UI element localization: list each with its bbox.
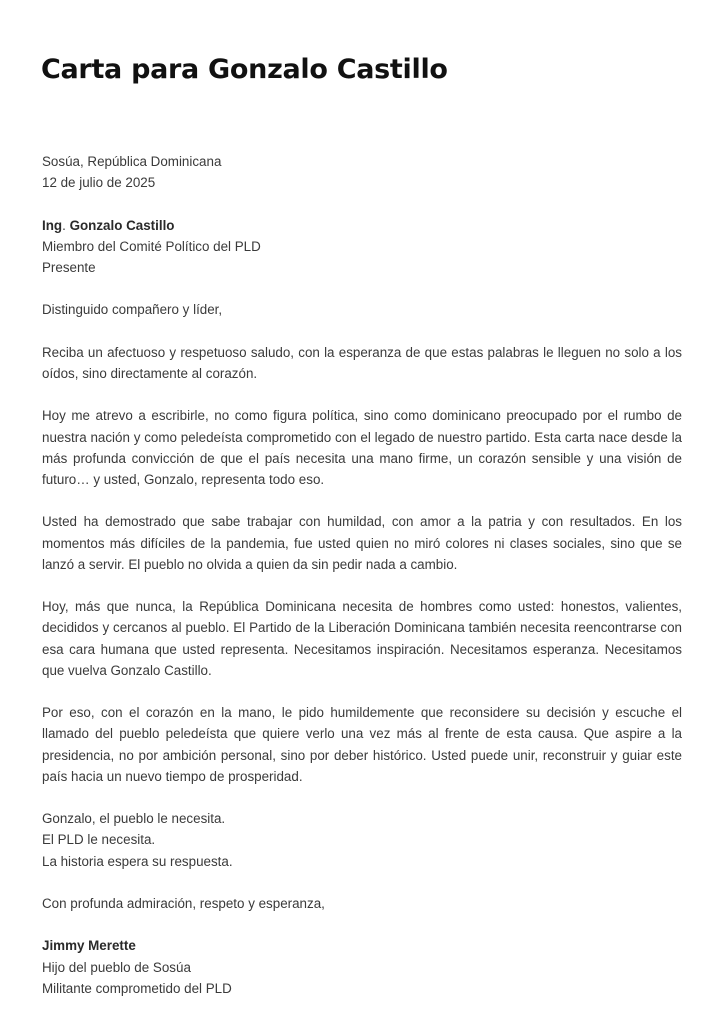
signature-line-2: Militante comprometido del PLD (42, 980, 232, 996)
letter-paragraph-1: Reciba un afectuoso y respetuoso saludo, con la esperanza de que estas palabras le lleguen no solo a los oídos, sino directamente al corazón. (42, 344, 682, 381)
signature-line-1: Hijo del pueblo de Sosúa (42, 959, 191, 975)
signature-name: Jimmy Merette (42, 938, 136, 954)
recipient-presence: Presente (42, 260, 96, 275)
recipient-name: Gonzalo Castillo (69, 217, 175, 233)
letter-location: Sosúa, República Dominicana (42, 154, 222, 169)
signature-name-line (42, 935, 682, 956)
closing-line-1: Gonzalo, el pueblo le necesita. (42, 811, 226, 827)
recipient-name-line (42, 215, 682, 236)
letter-paragraph-4: Hoy, más que nunca, la República Dominicana necesita de hombres como usted: honestos, valientes, decididos y cercanos al pueblo. El Partido de la Liberación Dominicana también necesita reencontrarse con esa cara humana que usted representa. Necesitamos inspiración. Necesitamos esperanza. Necesitamos que vuelva Gonzalo Castillo. (42, 599, 682, 678)
letter-paragraph-5: Por eso, con el corazón en la mano, le pido humildemente que reconsidere su decisión y escuche el llamado del pueblo peledeísta que quiere verlo una vez más al frente de esta causa. Que aspire a la presidencia, no por ambición personal, sino por deber histórico. Usted puede unir, reconstruir y guiar este país hacia un nuevo tiempo de prosperidad. (42, 705, 682, 784)
letter-body (42, 151, 682, 999)
letter-farewell: Con profunda admiración, respeto y esperanza, (42, 895, 325, 911)
closing-line-3: La historia espera su respuesta. (42, 853, 233, 869)
recipient-title-prefix: Ing (42, 217, 63, 233)
letter-paragraph-2: Hoy me atrevo a escribirle, no como figura política, sino como dominicano preocupado por el rumbo de nuestra nación y como peledeísta comprometido con el legado de nuestro partido. Esta carta nace desde la más profunda convicción de que el país necesita una mano firme, un corazón sensible y una visión de futuro… y usted, Gonzalo, representa todo eso. (42, 408, 682, 487)
closing-line-2: El PLD le necesita. (42, 832, 156, 848)
letter-date: 12 de julio de 2025 (42, 175, 156, 191)
letter-paragraph-3: Usted ha demostrado que sabe trabajar con humildad, con amor a la patria y con resultados. En los momentos más difíciles de la pandemia, fue usted quien no miró colores ni clases sociales, sino que se lanzó a servir. El pueblo no olvida a quien da sin pedir nada a cambio. (42, 514, 682, 572)
letter-title: Carta para Gonzalo Castillo (41, 54, 448, 85)
recipient-position: Miembro del Comité Político del PLD (42, 238, 261, 254)
recipient-title-dot: . (62, 217, 66, 233)
letter-salutation: Distinguido compañero y líder, (42, 302, 223, 318)
